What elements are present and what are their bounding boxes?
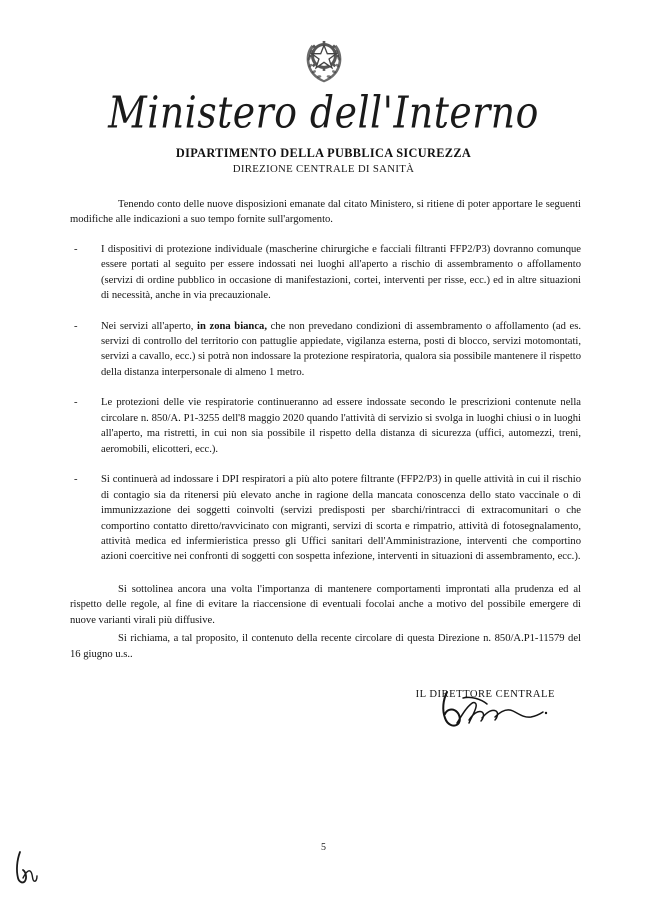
bullet-marker: - — [74, 243, 78, 255]
document-body — [70, 175, 581, 662]
page-number: 5 — [321, 842, 326, 853]
intro-paragraph: Tenendo conto delle nuove disposizioni emanate dal citato Ministero, si ritiene di poter apportare le seguenti modifiche alle indicazioni a suo tempo fornite sull'argomento. — [70, 198, 581, 226]
list-item — [70, 242, 581, 304]
list-item-text: Si continuerà ad indossare i DPI respiratori a più alto potere filtrante (FFP2/P3) in quelle attività in cui il rischio di contagio sia da ritenersi più elevato anche in ragione della mancata conoscenza dello stato vaccinale o di immunizzazione dei soggetti coinvolti (servizi predisposti per sbarchi/rintracci di extracomunitari o che comportino contatto diretto/ravvicinato con migranti, servizi di scorta e rimpatrio, attività di fotosegnalamento, attività medica ed infermieristica presso gli Uffici sanitari dell'Amministrazione, interventi che comportino azioni coercitive nei confronti di soggetti con sospetta infezione, interventi in situazioni di assembramento, ecc.). — [101, 474, 581, 563]
letterhead — [0, 0, 647, 175]
bullet-marker: - — [74, 397, 78, 409]
bullet-list — [70, 242, 581, 565]
signature-block — [0, 684, 581, 702]
list-item-text-before: Nei servizi all'aperto, — [101, 320, 198, 332]
list-item-text: I dispositivi di protezione individuale (mascherine chirurgiche e facciali filtranti FFP2/P3) dovranno comunque essere portati al seguito per essere indossati nei luoghi all'aperto a rischio di assembramento o affollamento (servizi di ordine pubblico in occasione di manifestazioni, cortei, interventi per risse, ecc.) ed in altre situazioni di necessità, anche in via precauzionale. — [101, 243, 581, 302]
emphasized-text: in zona bianca, — [197, 320, 267, 332]
department-title: DIPARTIMENTO DELLA PUBBLICA SICUREZZA — [175, 145, 472, 160]
list-item-text-after: che non prevedano condizioni di assembramento o affollamento (ad es. servizi di controllo del territorio con pattuglie appiedate, vigilanza esterna, posti di blocco, servizi motomontati, servizi a cavallo, ecc.) si potrà non indossare la protezione respiratoria, qualora sia possibile mantenere il rispetto della distanza interpersonale di almeno 1 metro. — [101, 320, 582, 378]
list-item — [70, 472, 581, 565]
handwritten-initial-icon — [10, 848, 44, 888]
list-item — [70, 395, 581, 457]
signature-title: IL DIRETTORE CENTRALE — [415, 689, 555, 701]
reference-paragraph: Si richiama, a tal proposito, il contenuto della recente circolare di questa Direzione n. 850/A.P1-11579 del 16 giugno u.s.. — [70, 633, 581, 660]
list-item — [70, 319, 581, 381]
bullet-marker: - — [74, 320, 78, 332]
division-title: DIREZIONE CENTRALE DI SANITÀ — [232, 162, 415, 175]
ministry-title: Ministero dell'Interno — [108, 87, 539, 139]
bullet-marker: - — [74, 474, 78, 486]
list-item-text: Le protezioni delle vie respiratorie continueranno ad essere indossate secondo le prescrizioni contenute nella circolare n. 850/A. P1-3255 dell'8 maggio 2020 quando l'attività di servizio si svolga in luoghi chiusi o in luoghi all'aperto, ma ristretti, in cui non sia possibile il rispetto della distanza di sicurezza (uffici, automezzi, treni, aeromobili, elicotteri, ecc.). — [101, 397, 581, 455]
italian-republic-emblem-icon — [302, 33, 346, 85]
closing-paragraph: Si sottolinea ancora una volta l'importanza di mantenere comportamenti improntati alla prudenza ed al rispetto delle regole, al fine di evitare la riaccensione di eventuali focolai anche a motivo del possibile emergere di nuove varianti virali più diffusive. — [70, 583, 581, 626]
